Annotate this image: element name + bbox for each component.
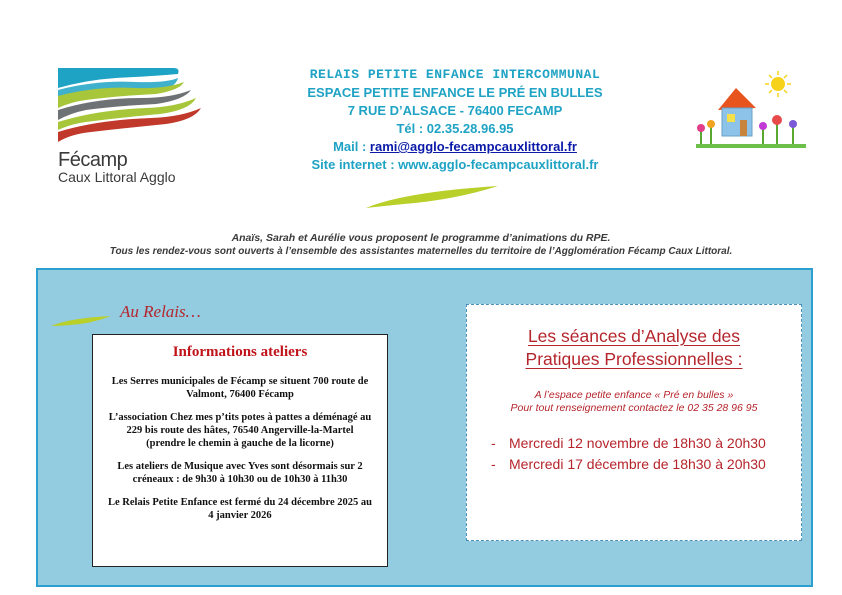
apr-box (466, 304, 802, 541)
list-item: - Mercredi 12 novembre de 18h30 à 20h30 (491, 433, 771, 454)
info-paragraph: L’association Chez mes p’tits potes à pattes a déménagé au 229 bis route des hâtes, 76540 Angerville-la-Martel (prendre le chemin à gauche de la licorne) (108, 412, 372, 449)
header-address: 7 RUE D’ALSACE - 76400 FECAMP (347, 103, 563, 118)
info-paragraph: Les Serres municipales de Fécamp se situent 700 route de Valmont, 76400 Fécamp (111, 376, 369, 400)
intro-line-1: Anaïs, Sarah et Aurélie vous proposent le programme d’animations du RPE. (231, 232, 611, 244)
header-mail (230, 138, 680, 156)
house-drawing-icon (696, 70, 806, 148)
agglo-logo (56, 66, 206, 190)
green-swoosh-icon (364, 184, 500, 212)
intro-line-2: Tous les rendez-vous sont ouverts à l’ensemble des assistantes maternelles du territoire de l’Agglomération Fécamp Caux Littoral. (109, 246, 733, 257)
main-panel (36, 268, 813, 587)
info-ateliers-box (92, 334, 388, 567)
apr-title-line-1: Les séances d’Analyse des (527, 326, 741, 346)
info-paragraph: Les ateliers de Musique avec Yves sont désormais sur 2 créneaux : de 9h30 à 10h30 ou de 10h30 à 11h30 (117, 461, 363, 485)
info-title: Informations ateliers (172, 344, 308, 360)
header-title: RELAIS PETITE ENFANCE INTERCOMMUNAL (309, 67, 601, 82)
relais-title: Au Relais… (120, 302, 201, 321)
apr-title (467, 325, 801, 371)
mail-label: Mail : (333, 139, 370, 154)
logo-waves-icon (56, 66, 206, 146)
header-website[interactable]: Site internet : www.agglo-fecampcauxlittoral.fr (311, 157, 599, 172)
green-swoosh-small-icon (50, 314, 112, 328)
header (230, 66, 680, 174)
header-phone: Tél : 02.35.28.96.95 (396, 121, 514, 136)
header-space-name: ESPACE PETITE ENFANCE LE PRÉ EN BULLES (307, 85, 603, 100)
apr-location (467, 389, 801, 415)
info-paragraph: Le Relais Petite Enfance est fermé du 24 décembre 2025 au 4 janvier 2026 (108, 497, 372, 521)
logo-name: Fécamp (58, 149, 128, 171)
mail-link[interactable]: rami@agglo-fecampcauxlittoral.fr (369, 139, 577, 154)
apr-contact-line: Pour tout renseignement contactez le 02 35 28 96 95 (510, 402, 758, 414)
logo-subtitle: Caux Littoral Agglo (58, 169, 176, 185)
apr-dates-list (467, 433, 801, 475)
apr-location-line-1: A l’espace petite enfance « Pré en bulles » (534, 389, 734, 401)
apr-title-line-2: Pratiques Professionnelles : (525, 349, 743, 369)
list-item: - Mercredi 17 décembre de 18h30 à 20h30 (491, 454, 771, 475)
